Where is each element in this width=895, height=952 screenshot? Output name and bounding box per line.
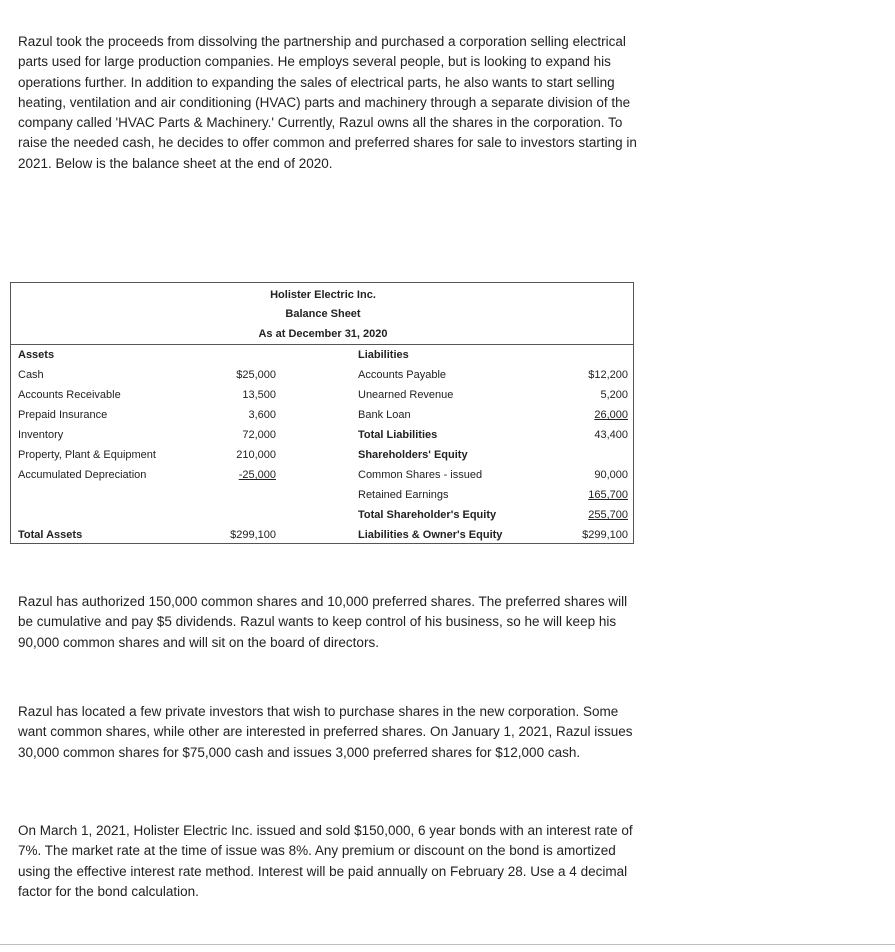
total-assets-value: $299,100 [230,529,276,541]
total-liabilities-value: 43,400 [594,429,628,441]
liabilities-heading: Liabilities [358,349,409,361]
asset-value: 13,500 [242,389,276,401]
header-divider [11,344,633,345]
asset-label: Cash [18,369,44,381]
authorized-shares-paragraph: Razul has authorized 150,000 common shares and 10,000 preferred shares. The preferred shares will be cumulative and pay $5 dividends. Razul wants to keep control of his business, so he will keep his 90,000 common shares and will sit on the board of directors. [18,594,628,650]
liability-value: $12,200 [588,369,628,381]
total-liab-equity-value: $299,100 [582,529,628,541]
equity-heading: Shareholders' Equity [358,449,468,461]
bonds-paragraph: On March 1, 2021, Holister Electric Inc. issued and sold $150,000, 6 year bonds with an interest rate of 7%. The market rate at the time of issue was 8%. Any premium or discount on the bond is amortized using the effective interest rate method. Interest will be paid annually on February 28. Use a 4 decimal factor for the bond calculation. [18,823,633,899]
company-name: Holister Electric Inc. [270,289,376,301]
sheet-title: Balance Sheet [285,308,361,320]
equity-label: Common Shares - issued [358,469,483,481]
equity-value: 90,000 [594,469,628,481]
asset-label: Accounts Receivable [18,389,121,401]
total-liabilities-label: Total Liabilities [358,429,438,441]
equity-value: 165,700 [588,489,628,501]
investors-paragraph: Razul has located a few private investors that wish to purchase shares in the new corporation. Some want common shares, while other are interested in preferred shares. On January 1, 2021, Razul issues 30,000 common shares for $75,000 cash and issues 3,000 preferred shares for $12,000 cash. [18,704,633,760]
asset-value: $25,000 [236,369,276,381]
liability-label: Accounts Payable [358,369,447,381]
liability-value: 5,200 [600,389,628,401]
asset-value: 3,600 [248,409,276,421]
liability-label: Unearned Revenue [358,389,454,401]
equity-label: Retained Earnings [358,489,449,501]
asset-label: Prepaid Insurance [18,409,108,421]
total-assets-label: Total Assets [18,529,83,541]
liability-value: 26,000 [594,409,628,421]
assets-heading: Assets [18,349,55,361]
total-liab-equity-label: Liabilities & Owner's Equity [358,529,503,541]
asset-label: Property, Plant & Equipment [18,449,156,461]
balance-sheet [10,282,634,544]
asset-value: 210,000 [236,449,276,461]
asset-label: Accumulated Depreciation [18,469,147,481]
page-bottom-rule [0,944,895,945]
total-equity-value: 255,700 [588,509,628,521]
total-equity-label: Total Shareholder's Equity [358,509,497,521]
asset-value: -25,000 [238,469,276,481]
asset-label: Inventory [18,429,64,441]
sheet-date: As at December 31, 2020 [258,328,388,340]
liability-label: Bank Loan [358,409,411,421]
intro-paragraph: Razul took the proceeds from dissolving the partnership and purchased a corporation selling electrical parts used for large production companies. He employs several people, but is looking to expand his operations further. In addition to expanding the sales of electrical parts, he also wants to start selling heating, ventilation and air conditioning (HVAC) parts and machinery through a separate division of the company called 'HVAC Parts & Machinery.' Currently, Razul owns all the shares in the corporation. To raise the needed cash, he decides to offer common and preferred shares for sale to investors starting in 2021. Below is the balance sheet at the end of 2020. [18,34,637,171]
asset-value: 72,000 [242,429,276,441]
